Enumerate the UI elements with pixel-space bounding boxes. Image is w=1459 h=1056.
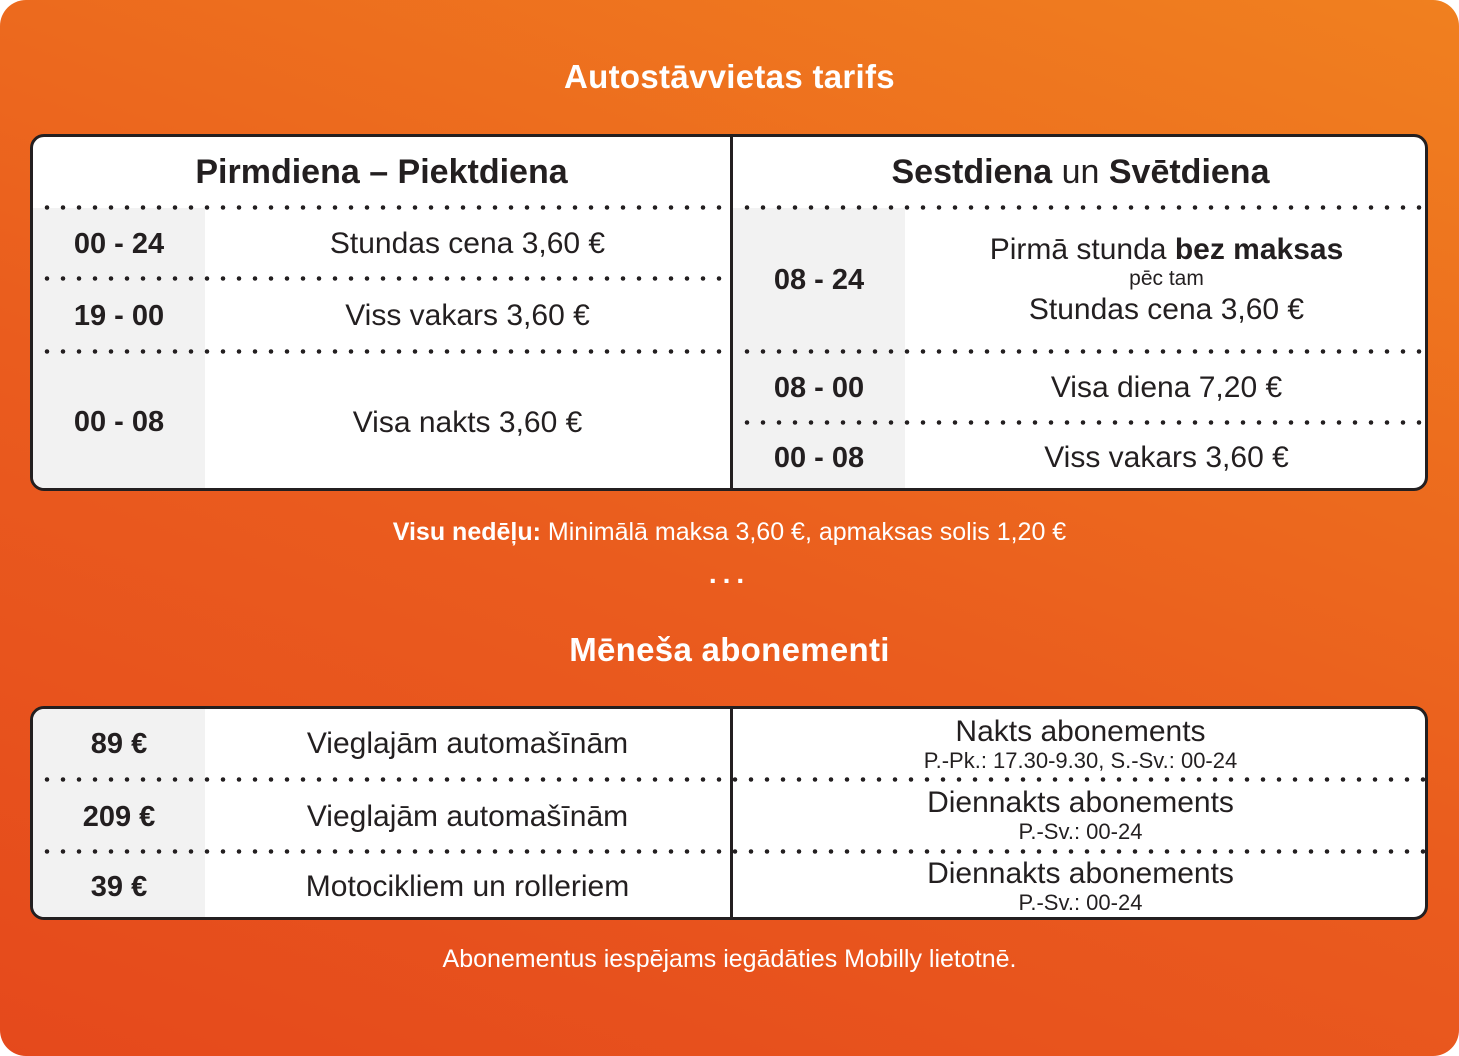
- tariff-title: Autostāvvietas tarifs: [564, 58, 895, 95]
- plan-name: Nakts abonements: [955, 715, 1206, 748]
- weekday-price-2: Viss vakars 3,60 €: [345, 299, 590, 332]
- weekly-note: Visu nedēļu: Minimālā maksa 3,60 €, apmaksas solis 1,20 €: [392, 518, 1067, 546]
- subscription-plan-1: [733, 709, 1428, 779]
- subscription-price-3: 39 €: [90, 870, 148, 903]
- subscription-vehicle-3: Motocikliem un rolleriem: [305, 870, 630, 903]
- weekend-header: [733, 137, 1428, 208]
- weekend-header-text: Sestdiena un Svētdiena: [891, 153, 1270, 191]
- plan-hours: P.-Pk.: 17.30-9.30, S.-Sv.: 00-24: [923, 748, 1238, 773]
- subscription-price-2: 209 €: [82, 800, 156, 833]
- plan-name: Diennakts abonements: [927, 857, 1234, 890]
- weekday-time-2: 19 - 00: [73, 299, 165, 332]
- weekend-time-3: 00 - 08: [773, 441, 865, 474]
- weekday-price-1: Stundas cena 3,60 €: [329, 227, 606, 260]
- section-separator: ...: [708, 558, 751, 589]
- weekend-hourly-price: Stundas cena 3,60 €: [1028, 292, 1305, 326]
- weekday-time-1: 00 - 24: [73, 227, 165, 260]
- weekend-time-2: 08 - 00: [773, 371, 865, 404]
- plan-name: Diennakts abonements: [927, 786, 1234, 819]
- weekend-time-1: 08 - 24: [773, 264, 865, 296]
- weekend-then: pēc tam: [1129, 266, 1204, 290]
- weekday-price-3: Visa nakts 3,60 €: [352, 405, 583, 439]
- weekday-header-text: Pirmdiena – Piektdiena: [195, 153, 568, 191]
- weekday-header: [33, 137, 730, 208]
- tariff-table: [30, 134, 1428, 491]
- subscription-plan-3: [733, 852, 1428, 920]
- weekend-price-1: [905, 210, 1428, 351]
- plan-hours: P.-Sv.: 00-24: [1018, 819, 1143, 844]
- weekend-first-hour: Pirmā stunda bez maksas: [989, 232, 1344, 266]
- weekend-price-2: Visa diena 7,20 €: [1050, 371, 1283, 404]
- plan-hours: P.-Sv.: 00-24: [1018, 890, 1143, 915]
- weekend-price-3: Viss vakars 3,60 €: [1044, 441, 1289, 474]
- subscription-vehicle-2: Vieglajām automašīnām: [306, 800, 629, 833]
- subscription-vehicle-1: Vieglajām automašīnām: [306, 727, 629, 760]
- subscription-plan-2: [733, 780, 1428, 850]
- subscriptions-title: Mēneša abonementi: [569, 631, 890, 668]
- subscriptions-footer: Abonementus iespējams iegādāties Mobilly lietotnē.: [442, 945, 1017, 973]
- subscription-price-1: 89 €: [90, 727, 148, 760]
- subscriptions-table: [30, 706, 1428, 920]
- weekday-time-3: 00 - 08: [73, 406, 165, 438]
